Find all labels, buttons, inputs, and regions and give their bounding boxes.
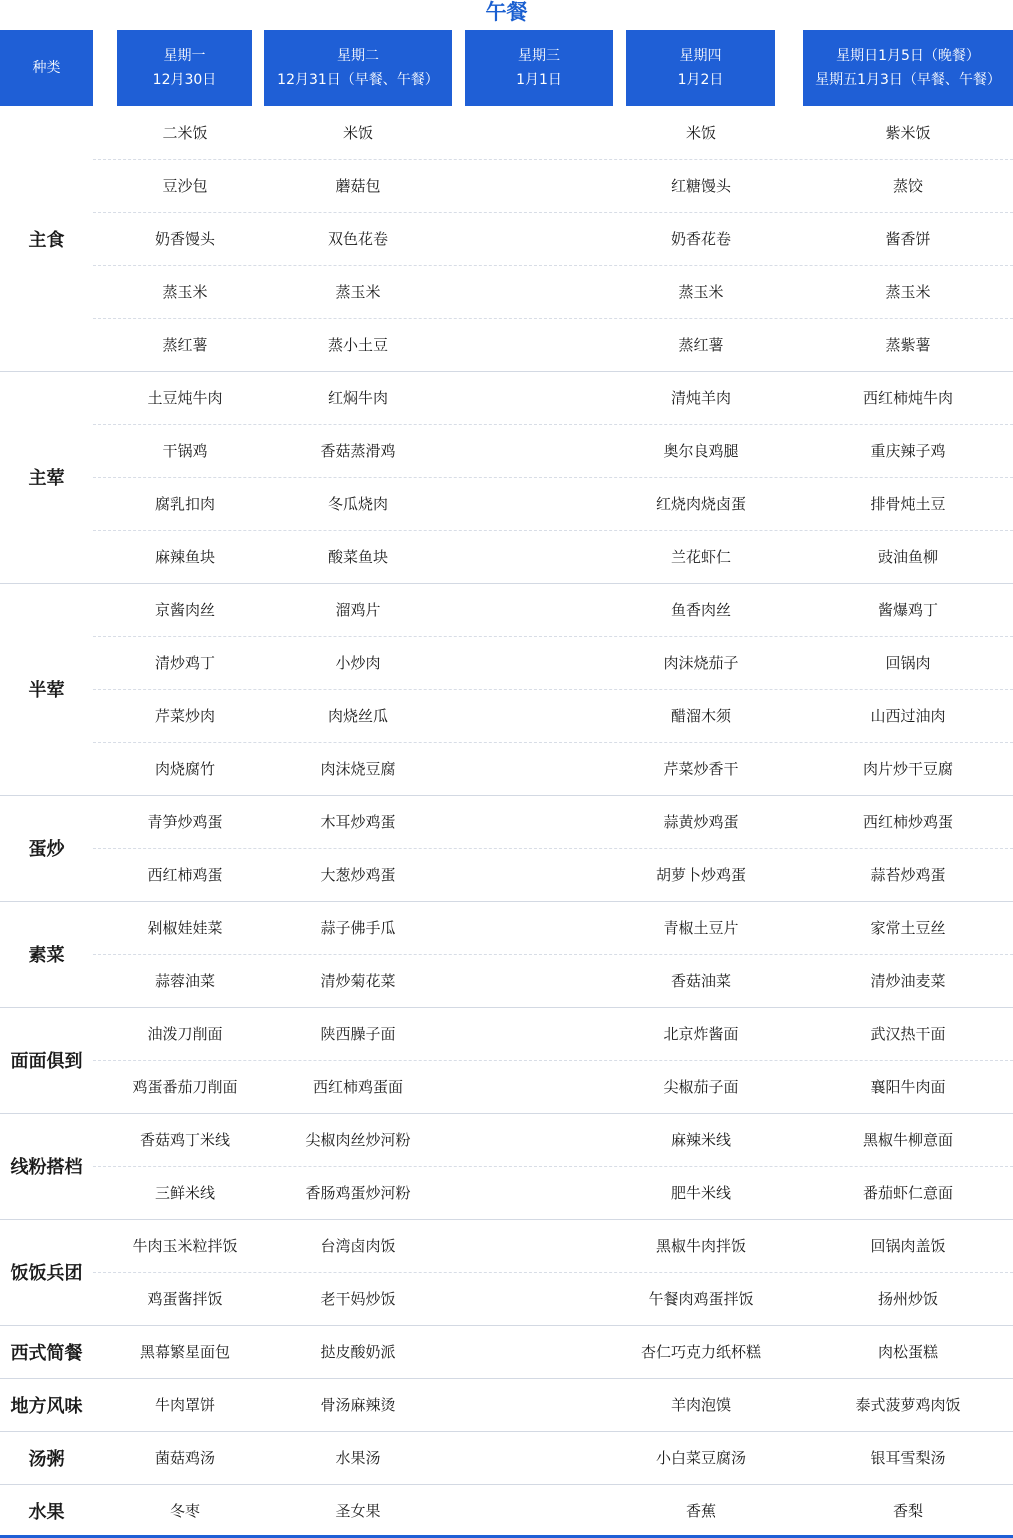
menu-item-cell: 京酱肉丝: [154, 601, 215, 619]
menu-item-cell: [466, 1113, 612, 1166]
category-label: 汤粥: [28, 1448, 65, 1470]
menu-item-cell: 米饭: [685, 124, 716, 142]
menu-item-cell: 大葱炒鸡蛋: [320, 866, 396, 884]
menu-item-cell: 西红柿鸡蛋: [147, 866, 223, 884]
header-day-line1: 星期三: [518, 48, 560, 64]
menu-item-cell: [466, 530, 612, 583]
menu-item-cell: 肉沫烧豆腐: [320, 760, 396, 778]
menu-item-cell: [466, 424, 612, 477]
menu-item-cell: 西红柿鸡蛋面: [312, 1078, 403, 1096]
category-label: 地方风味: [10, 1395, 83, 1417]
menu-item-cell: 芹菜炒香干: [663, 760, 739, 778]
menu-item-cell: 襄阳牛肉面: [870, 1078, 946, 1096]
header-day-line2: 星期五1月3日（早餐、午餐）: [815, 72, 1001, 88]
menu-item-cell: 奥尔良鸡腿: [663, 442, 739, 460]
menu-item-cell: 骨汤麻辣烫: [320, 1396, 396, 1414]
menu-item-cell: 小白菜豆腐汤: [655, 1449, 746, 1467]
menu-item-cell: [466, 159, 612, 212]
category-label: 西式简餐: [10, 1342, 83, 1364]
header-day-line1: 星期二: [337, 48, 379, 64]
menu-item-cell: 豉油鱼柳: [877, 548, 938, 566]
menu-item-cell: 回锅肉盖饭: [870, 1237, 946, 1255]
menu-item-cell: 红糖馒头: [670, 177, 731, 195]
menu-item-cell: 酸菜鱼块: [327, 548, 388, 566]
category-label: 蛋炒: [28, 839, 65, 860]
menu-item-cell: [466, 318, 612, 371]
menu-item-cell: 牛肉罩饼: [154, 1396, 215, 1414]
menu-item-cell: 清炖羊肉: [670, 389, 731, 407]
menu-item-cell: 山西过油肉: [870, 707, 946, 725]
menu-item-cell: 油泼刀削面: [147, 1025, 223, 1043]
header-day-sun-fri: [803, 30, 1013, 106]
menu-item-cell: 青椒土豆片: [663, 919, 739, 937]
header-day-thu: [626, 30, 775, 106]
menu-item-cell: 香菇鸡丁米线: [139, 1131, 230, 1149]
menu-item-cell: 醋溜木须: [670, 707, 731, 725]
category-label: 水果: [28, 1501, 65, 1523]
menu-item-cell: [466, 1484, 612, 1537]
menu-item-cell: [466, 954, 612, 1007]
menu-item-cell: 蒜苔炒鸡蛋: [870, 866, 946, 884]
menu-item-cell: 兰花虾仁: [670, 548, 731, 566]
header-day-line1: 星期日1月5日（晚餐）: [836, 48, 980, 64]
menu-item-cell: 蒸玉米: [162, 283, 208, 301]
menu-item-cell: 蒸饺: [892, 177, 923, 195]
header-day-tue: [264, 30, 452, 106]
menu-item-cell: 蒸玉米: [885, 283, 931, 301]
menu-item-cell: 老干妈炒饭: [320, 1290, 396, 1308]
menu-item-cell: 杏仁巧克力纸杯糕: [640, 1343, 761, 1361]
menu-item-cell: 牛肉玉米粒拌饭: [132, 1237, 238, 1255]
header-day-mon: [117, 30, 252, 106]
menu-item-cell: [466, 1166, 612, 1219]
menu-item-cell: 扬州炒饭: [877, 1290, 938, 1308]
menu-item-cell: [466, 583, 612, 636]
menu-item-cell: 香菇蒸滑鸡: [320, 442, 396, 460]
menu-item-cell: [466, 1378, 612, 1431]
menu-item-cell: 银耳雪梨汤: [870, 1449, 946, 1467]
menu-item-cell: [466, 795, 612, 848]
menu-item-cell: 肉烧丝瓜: [327, 707, 388, 725]
menu-item-cell: 排骨炖土豆: [870, 495, 946, 513]
menu-item-cell: 小炒肉: [335, 654, 381, 672]
menu-item-cell: 肉沫烧茄子: [663, 654, 739, 672]
menu-item-cell: 西红柿炖牛肉: [862, 389, 953, 407]
menu-item-cell: 蒸玉米: [335, 283, 381, 301]
menu-item-cell: 三鲜米线: [154, 1184, 215, 1202]
menu-item-cell: 泰式菠萝鸡肉饭: [855, 1396, 961, 1414]
menu-item-cell: [466, 1325, 612, 1378]
menu-item-cell: 鸡蛋酱拌饭: [147, 1290, 223, 1308]
menu-item-cell: 武汉热干面: [870, 1025, 946, 1043]
menu-item-cell: [466, 371, 612, 424]
header-day-wed: [465, 30, 613, 106]
category-label: 半荤: [28, 680, 65, 701]
menu-item-cell: 番茄虾仁意面: [862, 1184, 953, 1202]
menu-item-cell: 溜鸡片: [335, 601, 381, 619]
menu-item-cell: 红烧肉烧卤蛋: [655, 495, 746, 513]
menu-item-cell: 香肠鸡蛋炒河粉: [305, 1184, 411, 1202]
menu-item-cell: [466, 742, 612, 795]
menu-item-cell: [466, 848, 612, 901]
menu-item-cell: 香梨: [892, 1502, 923, 1520]
header-day-line1: 星期四: [679, 48, 722, 64]
menu-item-cell: [466, 477, 612, 530]
menu-item-cell: 米饭: [342, 124, 373, 142]
header-day-line2: 1月1日: [516, 72, 562, 88]
menu-item-cell: 重庆辣子鸡: [870, 442, 946, 460]
menu-item-cell: 黑椒牛肉拌饭: [655, 1237, 746, 1255]
menu-item-cell: 肉片炒干豆腐: [862, 760, 953, 778]
menu-item-cell: 香蕉: [685, 1502, 716, 1520]
menu-item-cell: [466, 212, 612, 265]
header-category: [0, 30, 93, 106]
menu-item-cell: 蒸红薯: [678, 336, 724, 354]
menu-item-cell: 蒸红薯: [162, 336, 208, 354]
menu-item-cell: 蒸紫薯: [885, 336, 931, 354]
menu-item-cell: 麻辣鱼块: [154, 548, 215, 566]
menu-item-cell: [466, 1431, 612, 1484]
menu-item-cell: 蘑菇包: [335, 177, 381, 195]
menu-item-cell: 蒜子佛手瓜: [320, 919, 396, 937]
menu-item-cell: 二米饭: [162, 124, 208, 142]
menu-item-cell: [466, 106, 612, 159]
menu-item-cell: [466, 689, 612, 742]
menu-item-cell: 黑幕繁星面包: [139, 1343, 230, 1361]
menu-item-cell: 干锅鸡: [162, 442, 208, 460]
menu-item-cell: [466, 1007, 612, 1060]
menu-item-cell: [466, 636, 612, 689]
menu-item-cell: 黑椒牛柳意面: [862, 1131, 953, 1149]
menu-item-cell: 回锅肉: [885, 654, 931, 672]
menu-item-cell: 羊肉泡馍: [670, 1396, 731, 1414]
menu-item-cell: [466, 1219, 612, 1272]
menu-item-cell: 木耳炒鸡蛋: [320, 813, 396, 831]
menu-item-cell: 圣女果: [335, 1502, 381, 1520]
menu-item-cell: 酱爆鸡丁: [877, 601, 938, 619]
menu-item-cell: 土豆炖牛肉: [147, 389, 223, 407]
menu-item-cell: 鱼香肉丝: [670, 601, 731, 619]
menu-item-cell: 肉烧腐竹: [154, 760, 215, 778]
menu-item-cell: 北京炸酱面: [663, 1025, 739, 1043]
menu-item-cell: 双色花卷: [327, 230, 388, 248]
menu-item-cell: 芹菜炒肉: [154, 707, 215, 725]
menu-item-cell: 蒸玉米: [678, 283, 724, 301]
menu-item-cell: [466, 265, 612, 318]
header-day-line2: 12月31日（早餐、午餐）: [277, 72, 439, 88]
menu-item-cell: 冬瓜烧肉: [327, 495, 388, 513]
menu-item-cell: 奶香馒头: [154, 230, 215, 248]
menu-item-cell: 青笋炒鸡蛋: [147, 813, 223, 831]
menu-item-cell: 尖椒肉丝炒河粉: [305, 1131, 411, 1149]
category-label: 面面俱到: [10, 1051, 83, 1072]
menu-item-cell: 胡萝卜炒鸡蛋: [655, 866, 746, 884]
category-label: 饭饭兵团: [10, 1263, 83, 1284]
menu-item-cell: 午餐肉鸡蛋拌饭: [648, 1290, 754, 1308]
menu-item-cell: 陕西臊子面: [320, 1025, 396, 1043]
menu-item-cell: 西红柿炒鸡蛋: [862, 813, 953, 831]
menu-item-cell: 清炒鸡丁: [154, 654, 215, 672]
header-category-label: 种类: [32, 60, 61, 76]
menu-item-cell: 尖椒茄子面: [663, 1078, 739, 1096]
header-day-line2: 12月30日: [152, 72, 217, 88]
header-day-line1: 星期一: [163, 48, 206, 64]
menu-item-cell: [466, 1060, 612, 1113]
menu-item-cell: 清炒菊花菜: [320, 972, 396, 990]
menu-item-cell: 豆沙包: [162, 177, 208, 195]
category-label: 线粉搭档: [10, 1157, 83, 1178]
category-label: 主荤: [28, 468, 65, 489]
menu-item-cell: 紫米饭: [885, 124, 931, 142]
menu-item-cell: 冬枣: [169, 1502, 200, 1520]
menu-item-cell: 水果汤: [335, 1449, 381, 1467]
menu-item-cell: 肉松蛋糕: [877, 1343, 938, 1361]
menu-item-cell: 台湾卤肉饭: [320, 1237, 396, 1255]
page-title: 午餐: [485, 0, 528, 24]
menu-item-cell: 麻辣米线: [670, 1131, 731, 1149]
menu-item-cell: 挞皮酸奶派: [320, 1343, 396, 1361]
menu-item-cell: 奶香花卷: [670, 230, 731, 248]
menu-item-cell: 酱香饼: [885, 230, 931, 248]
header-day-line2: 1月2日: [677, 72, 724, 88]
menu-item-cell: 家常土豆丝: [870, 919, 946, 937]
menu-item-cell: [466, 1272, 612, 1325]
menu-item-cell: 菌菇鸡汤: [154, 1449, 215, 1467]
menu-item-cell: 蒸小土豆: [327, 336, 388, 354]
menu-item-cell: 香菇油菜: [670, 972, 731, 990]
menu-item-cell: 鸡蛋番茄刀削面: [132, 1078, 238, 1096]
menu-item-cell: 清炒油麦菜: [870, 972, 946, 990]
menu-item-cell: [466, 901, 612, 954]
menu-item-cell: 腐乳扣肉: [154, 495, 215, 513]
menu-item-cell: 剁椒娃娃菜: [147, 919, 223, 937]
menu-item-cell: 蒜蓉油菜: [154, 972, 215, 990]
category-label: 主食: [28, 229, 65, 251]
menu-item-cell: 肥牛米线: [670, 1184, 731, 1202]
menu-item-cell: 红焖牛肉: [327, 389, 388, 407]
menu-item-cell: 蒜黄炒鸡蛋: [663, 813, 739, 831]
category-label: 素菜: [28, 945, 65, 966]
